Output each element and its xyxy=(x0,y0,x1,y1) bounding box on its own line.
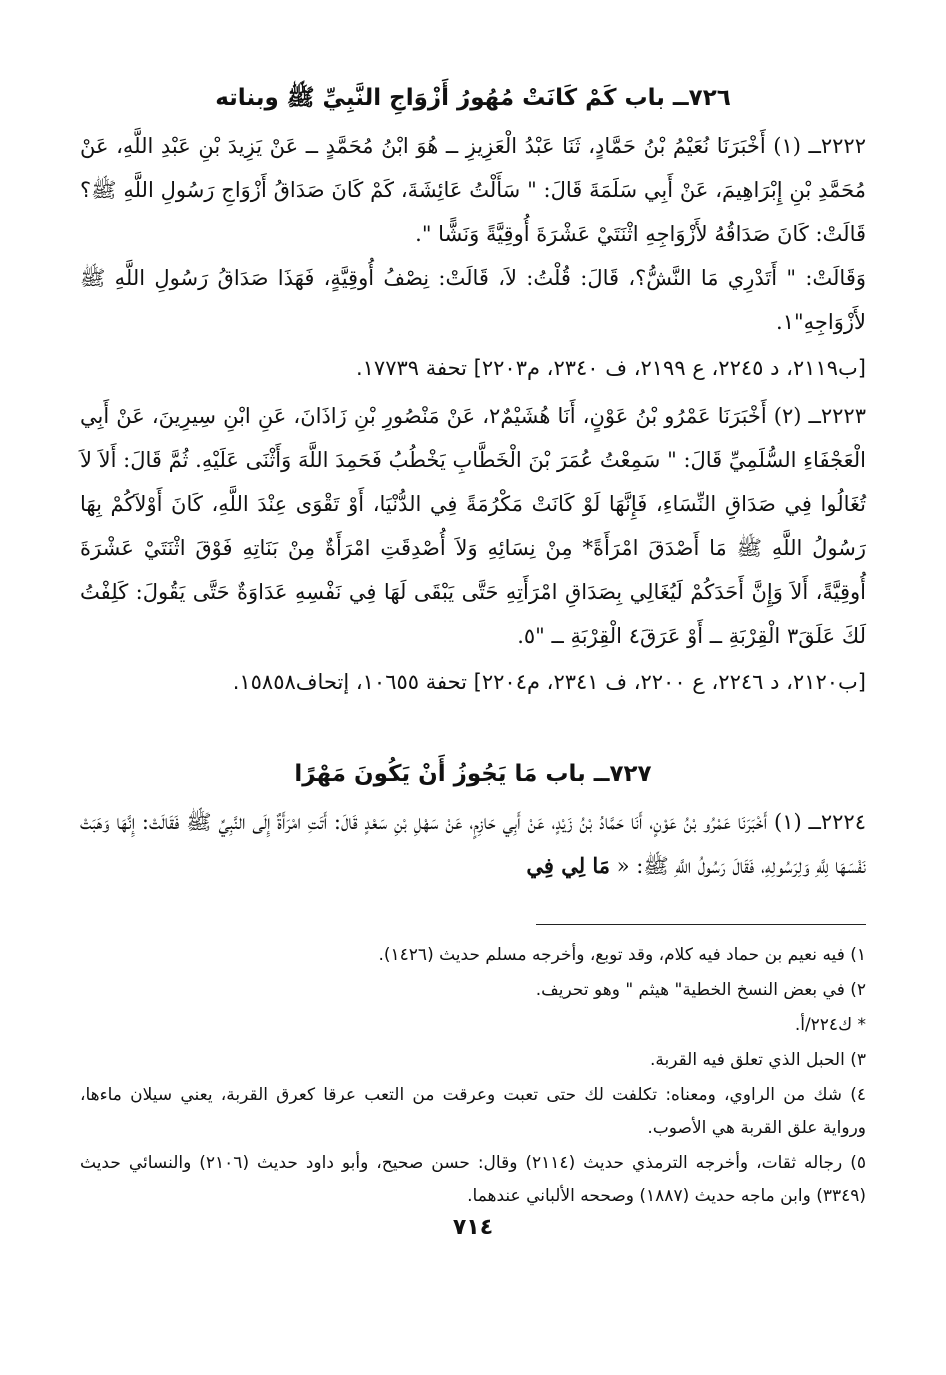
footnote-2: ٢) في بعض النسخ الخطية" هيثم " وهو تحريف. xyxy=(535,980,866,1000)
chapter-heading-726: ٧٢٦ــ باب كَمْ كَانَتْ مُهُورُ أَزْوَاجِ النَّبِيِّ ﷺ وبناته xyxy=(215,85,731,111)
hadith-2222-takhrij: [ب٢١١٩، د ٢٢٤٥، ع ٢١٩٩، ف ٢٣٤٠، م٢٢٠٣] تحفة ١٧٧٣٩. xyxy=(355,356,866,380)
chapter-heading-727: ٧٢٧ــ باب مَا يَجُوزُ أَنْ يَكُونَ مَهْرًا xyxy=(294,761,652,787)
section-spacer xyxy=(80,708,866,754)
footnote-divider-wrap xyxy=(80,924,866,925)
footnote-star: * ك٢٢٤/أ. xyxy=(794,1015,866,1035)
footnote-3: ٣) الحبل الذي تعلق فيه القربة. xyxy=(649,1050,866,1070)
footnote-1: ١) فيه نعيم بن حماد فيه كلام، وقد توبع، وأخرجه مسلم حديث (١٤٢٦). xyxy=(378,945,866,965)
hadith-2223-takhrij: [ب٢١٢٠، د ٢٢٤٦، ع ٢٢٠٠، ف ٢٣٤١، م٢٢٠٤] تحفة ١٠٦٥٥، إتحاف١٥٨٥٨. xyxy=(232,670,866,694)
page-number: ٧١٤ xyxy=(452,1215,494,1240)
hadith-2224-bold-tail: مَا لِي فِي xyxy=(526,853,611,878)
hadith-2222-continuation: وَقَالَتْ: " أَتَدْرِي مَا النَّشُّ؟، قَالَ: قُلْتُ: لاَ، قَالَتْ: نِصْفُ أُوقِيَّةٍ، فَهَذَا صَدَاقُ رَسُولِ اللَّهِ ﷺ لأَزْوَاجِهِ"١. xyxy=(80,266,866,334)
hadith-2224-text: ٢٢٢٤ــ (١) أَخْبَرَنَا عَمْرُو بْنُ عَوْنٍ، أَنَا حَمَّادُ بْنُ زَيْدٍ، عَنْ أَبِي حَازِمٍ، عَنْ سَهْلِ بْنِ سَعْدٍ قَالَ: أَتَتِ امْرَأَةٌ إِلَى النَّبِيِّ ﷺ فَقَالَتْ: إِنَّهَا وَهَبَتْ نَفْسَهَا لِلَّهِ وَلِرَسُولِهِ، فَقَالَ رَسُولُ اللَّهِ ﷺ: « xyxy=(80,810,866,878)
hadith-2224-paragraph xyxy=(80,800,866,888)
footnotes xyxy=(80,939,866,1213)
footnote-divider xyxy=(536,924,866,925)
footnote-4: ٤) شك من الراوي، ومعناه: تكلفت لك حتى تعبت وعرقت من التعب عرقا كعرق القربة، يعني سيلان ماءها، ورواية علق القربة هي الأصوب. xyxy=(80,1085,866,1138)
footnote-5: ٥) رجاله ثقات، وأخرجه الترمذي حديث (٢١١٤) وقال: حسن صحيح، وأبو داود حديث (٢١٠٦) والنسائي حديث (٣٣٤٩) وابن ماجه حديث (١٨٨٧) وصححه الألباني عندهما. xyxy=(80,1153,866,1206)
hadith-2222-text: ٢٢٢٢ــ (١) أَخْبَرَنَا نُعَيْمُ بْنُ حَمَّادٍ، ثَنَا عَبْدُ الْعَزِيزِ ــ هُوَ ابْنُ مُحَمَّدٍ ــ عَنْ يَزِيدَ بْنِ عَبْدِ اللَّهِ، عَنْ مُحَمَّدِ بْنِ إِبْرَاهِيمَ، عَنْ أَبِي سَلَمَةَ قَالَ: " سَأَلْتُ عَائِشَةَ، كَمْ كَانَ صَدَاقُ أَزْوَاجِ رَسُولِ اللَّهِ ﷺ؟ قَالَتْ: كَانَ صَدَاقُهُ لأَزْوَاجِهِ اثْنَتَيْ عَشْرَةَ أُوقِيَّةً وَنَشًّا ". xyxy=(80,134,866,246)
hadith-2223-text: ٢٢٢٣ــ (٢) أَخْبَرَنَا عَمْرُو بْنُ عَوْنٍ، أَنَا هُشَيْمٌ٢، عَنْ مَنْصُورِ بْنِ زَاذَانَ، عَنِ ابْنِ سِيرِينَ، عَنْ أَبِي الْعَجْفَاءِ السُّلَمِيِّ قَالَ: " سَمِعْتُ عُمَرَ بْنَ الْخَطَّابِ يَخْطُبُ فَحَمِدَ اللَّهَ وَأَثْنَى عَلَيْهِ. ثُمَّ قَالَ: أَلاَ لاَ تُغَالُوا فِي صَدَاقِ النِّسَاءِ، فَإِنَّهَا لَوْ كَانَتْ مَكْرُمَةً فِي الدُّنْيَا، أَوْ تَقْوَى عِنْدَ اللَّهِ، كَانَ أَوْلاَكُمْ بِهَا رَسُولُ اللَّهِ ﷺ مَا أَصْدَقَ امْرَأَةً* مِنْ نِسَائِهِ وَلاَ أُصْدِقَتِ امْرَأَةٌ مِنْ بَنَاتِهِ فَوْقَ اثْنَتَيْ عَشْرَةَ أُوقِيَّةً، أَلاَ وَإِنَّ أَحَدَكُمْ لَيُغَالِي بِصَدَاقِ امْرَأَتِهِ حَتَّى يَبْقَى لَهَا فِي نَفْسِهِ عَدَاوَةٌ حَتَّى يَقُولَ: كَلِفْتُ لَكَ عَلَقَ٣ الْقِرْبَةِ ــ أَوْ عَرَقَ٤ الْقِرْبَةِ ــ "٥. xyxy=(80,404,866,648)
